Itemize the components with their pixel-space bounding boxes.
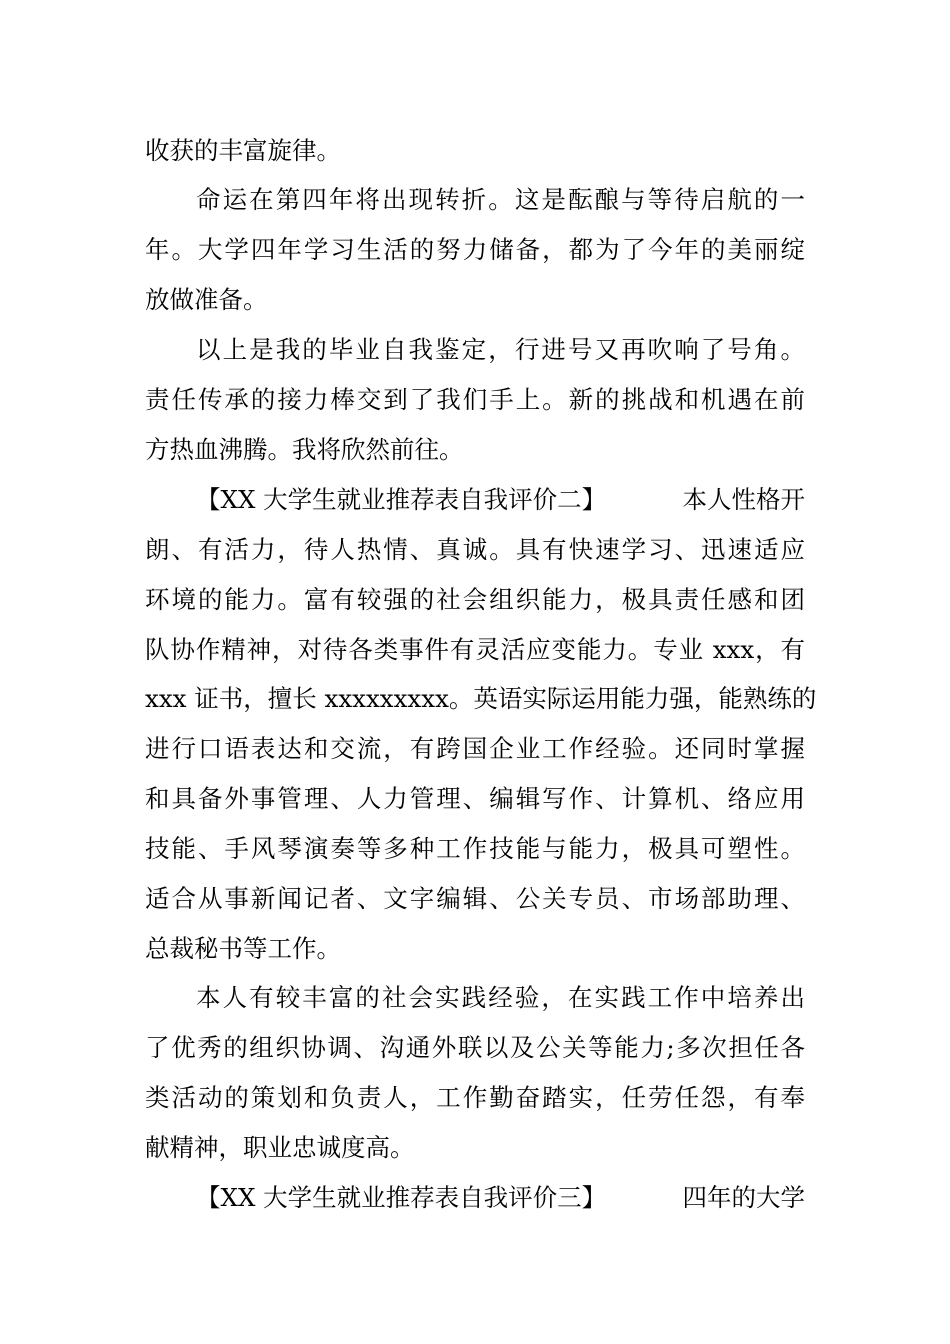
paragraph-line: 以上是我的毕业自我鉴定，行进号又再吹响了号角。 bbox=[196, 335, 805, 364]
paragraph-line: 技能、手风琴演奏等多种工作技能与能力，极具可塑性。 bbox=[145, 834, 805, 863]
paragraph-line: 类活动的策划和负责人，工作勤奋踏实，任劳任怨，有奉 bbox=[145, 1083, 805, 1112]
paragraph-line: 责任传承的接力棒交到了我们手上。新的挑战和机遇在前 bbox=[145, 385, 805, 414]
paragraph-line: 环境的能力。富有较强的社会组织能力，极具责任感和团 bbox=[145, 585, 805, 614]
section-heading-line bbox=[196, 480, 805, 520]
paragraph-line: xxx 证书，擅长 xxxxxxxxx。英语实际运用能力强，能熟练的 bbox=[145, 684, 817, 713]
paragraph-line: 献精神，职业忠诚度高。 bbox=[145, 1133, 415, 1162]
paragraph-line: 本人有较丰富的社会实践经验，在实践工作中培养出 bbox=[196, 983, 805, 1012]
paragraph-line: 总裁秘书等工作。 bbox=[145, 934, 341, 963]
paragraph-line: 队协作精神，对待各类事件有灵活应变能力。专业 xxx，有 bbox=[145, 635, 805, 664]
paragraph-line: 命运在第四年将出现转折。这是酝酿与等待启航的一 bbox=[196, 185, 805, 214]
section-three-opening: 四年的大学 bbox=[682, 1183, 805, 1212]
paragraph-line: 方热血沸腾。我将欣然前往。 bbox=[145, 435, 464, 464]
paragraph-line: 朗、有活力，待人热情、真诚。具有快速学习、迅速适应 bbox=[145, 535, 805, 564]
section-heading-two: 【XX 大学生就业推荐表自我评价二】 bbox=[196, 485, 607, 514]
paragraph-line: 进行口语表达和交流，有跨国企业工作经验。还同时掌握 bbox=[145, 734, 805, 763]
section-two-opening: 本人性格开 bbox=[682, 485, 805, 514]
paragraph-line: 和具备外事管理、人力管理、编辑写作、计算机、络应用 bbox=[145, 784, 805, 813]
section-heading-three: 【XX 大学生就业推荐表自我评价三】 bbox=[196, 1183, 607, 1212]
paragraph-line: 放做准备。 bbox=[145, 285, 268, 314]
section-heading-line bbox=[196, 1178, 805, 1218]
paragraph-line: 年。大学四年学习生活的努力储备，都为了今年的美丽绽 bbox=[145, 235, 805, 264]
paragraph-line: 了优秀的组织协调、沟通外联以及公关等能力;多次担任各 bbox=[145, 1033, 805, 1062]
paragraph-line: 收获的丰富旋律。 bbox=[145, 136, 341, 165]
paragraph-line: 适合从事新闻记者、文字编辑、公关专员、市场部助理、 bbox=[145, 884, 805, 913]
